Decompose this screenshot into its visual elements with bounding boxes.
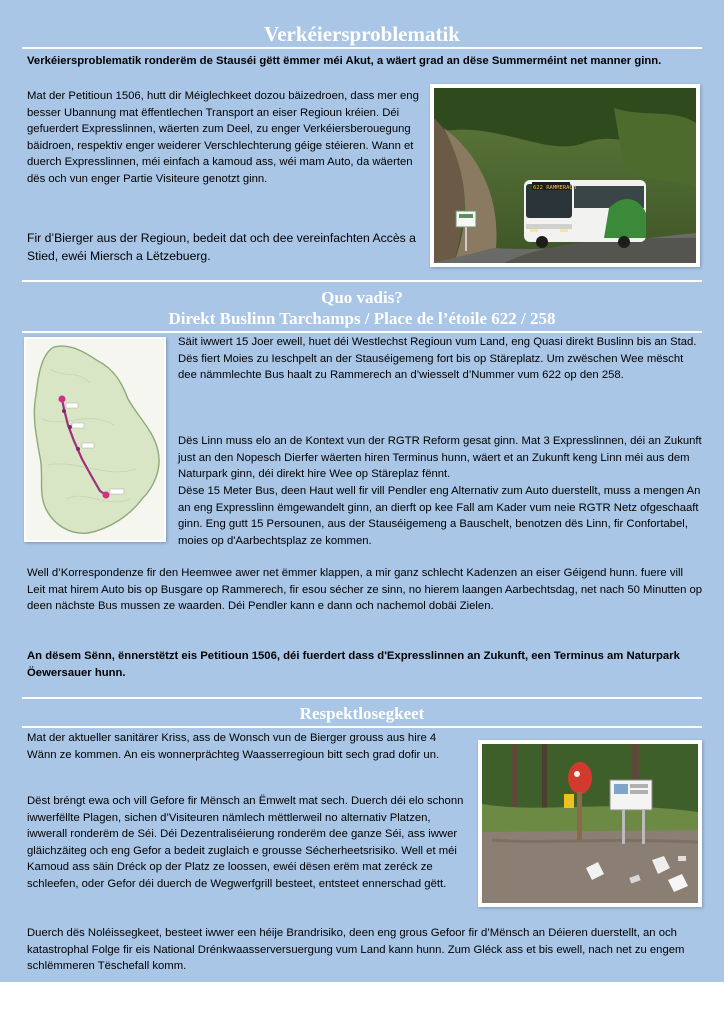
bus-line-paragraph: Dës Linn muss elo an de Kontext vun der RGTR Reform gesat ginn. Mat 3 Expresslinnen, déi an Zukunft just an den Nopesch Dierfer wäerten hiren Terminus hunn, wäert et an Zukunft keng Linn méi aus dem Naturpark ginn, déi direkt hire Wee op Stäreplaz fënnt. [178, 435, 702, 481]
divider [22, 726, 702, 728]
route-start-marker [59, 396, 66, 403]
bus-destination-sign: 622 RAMMERACH [533, 185, 577, 191]
traffic-paragraph-2: Fir d’Bierger aus der Regioun, bedeit dat och dee vereinfachten Accès a Stied, ewéi Miersch a Lëtzebuerg. [27, 231, 416, 263]
red-sign-head [568, 762, 592, 794]
lead-text: Verkéiersproblematik ronderëm de Stauséi gëtt ëmmer méi Akut, a wäert grad an dëse Summerméint net manner ginn. [27, 55, 662, 67]
footer-band [0, 982, 724, 1024]
respect-paragraph: Duerch dës Noléissegkeet, besteet iwwer een héije Brandrisiko, deen eng grous Gefoor fir d’Mënsch an Déieren duerstellt, an och katastrophal Folge fir eis National Drénkwaasserversuergung vum Land kann hunn. Zum Gléck ass et bis ewell, nach net zu engem schlëmmeren Tëschefall komm. [27, 927, 685, 973]
section-title-respect: Respektlosegkeet [299, 704, 425, 723]
section-title-traffic: Verkéiersproblematik [264, 22, 460, 46]
respect-paragraph: Dëst bréngt ewa och vill Gefore fir Mënsch an Ëmwelt mat sech. Duerch déi elo schonn iwwerfëllte Plagen, sichen d’Visiteuren nämlech mëttlerweil no alternativ Platzen, iwwerall ronderëm de Séi. Déi Dezentraliséierung ronderëm dee ganze Séi, ass iwwer gläichzäiteg och eng Gefor a bedeit zuglaich e grousse Sécherheetsrisiko. Well et méi Kamoud ass säin Dréck op der Platz ze loossen, ewéi dësen erëm mat zeréck ze schleefen, oder Gefor déi duerch de Wegwerfgrill besteet, entsteet ennerschad gëtt. [27, 795, 464, 890]
route-map [24, 337, 166, 542]
divider [22, 280, 702, 282]
divider [22, 697, 702, 699]
bus-photo [430, 84, 700, 267]
bus-shape [524, 180, 646, 248]
divider [22, 331, 702, 333]
bus-line-paragraph: Dëse 15 Meter Bus, deen Haut well fir vill Pendler eng Alternativ zum Auto duerstellt, muss a mengen An an eng Expresslinn ëmgewandelt ginn, an dierft op kee Fall am Kader vum neie RGTR Netz ofgeschaaft ginn. Eng gutt 15 Persounen, aus der Stauséigemeng a Bauschelt, benotzen dës Linn, fir Confortabel, moies op d'Aarbechtsplaz ze kommen. [178, 485, 701, 547]
divider [22, 47, 702, 49]
bus-line-paragraph: Well d’Korrespondenze fir den Heemwee awer net ëmmer klappen, a mir ganz schlecht Kadenzen an eiser Géigend hunn. fuere vill Leit mat hirem Auto bis op Busgare op Rammerech, fir esou sécher ze sinn, no hierem laangen Aarbechtsdag, net nach 50 Minutten op deen nächste Bus mussen ze waarden. Déi Pendler kann e dann och nachemol dobäi Zielen. [27, 567, 703, 613]
route-end-marker [103, 492, 110, 499]
respect-paragraph: Mat der aktueller sanitärer Kriss, ass de Wonsch vun de Bierger grouss aus hire 4 Wänn ze kommen. An eis wonnerprächteg Waasserregioun bitt sech grad dofir un. [27, 732, 440, 761]
section-title-quo-vadis: Quo vadis? [321, 288, 403, 307]
traffic-paragraph: Mat der Petitioun 1506, hutt dir Méiglechkeet dozou bäizedroen, dass mer eng besser Ubannung mat ëffentlechen Transport an eiser Regioun kréien. Déi gefuerdert Expresslinnen, wäerten zum Deel, zu enger Verkéiersberouegung bäidroen, respektiv enger weiderer Verschlechterung géige stéieren. Wann et duerch Expresslinnen, méi einfach a kamoud ass, wéi mam Auto, da wäerten dës och vun enger Partie Visiteure genotzt ginn. [27, 90, 419, 185]
littering-photo [478, 740, 702, 907]
bus-line-paragraph: Säit iwwert 15 Joer ewell, huet déi Westlechst Regioun vum Land, eng Quasi direkt Buslinn bis an Stad. Dës fiert Moies zu Ieschpelt an der Stauséigemeng fort bis op Stäreplatz. Um zwëschen Wee mëscht dee nämmlechte Bus haalt zu Rammerech an d’wiesselt d’Nummer vum 622 op den 258. [178, 336, 697, 382]
section-subtitle-bus-line: Direkt Buslinn Tarchamps / Place de l’étoile 622 / 258 [168, 309, 556, 328]
petition-statement: An dësem Sënn, ënnerstëtzt eis Petitioun 1506, déi fuerdert dass d'Expresslinnen an Zukunft, een Terminus am Naturpark Öewersauer hunn. [27, 650, 680, 679]
